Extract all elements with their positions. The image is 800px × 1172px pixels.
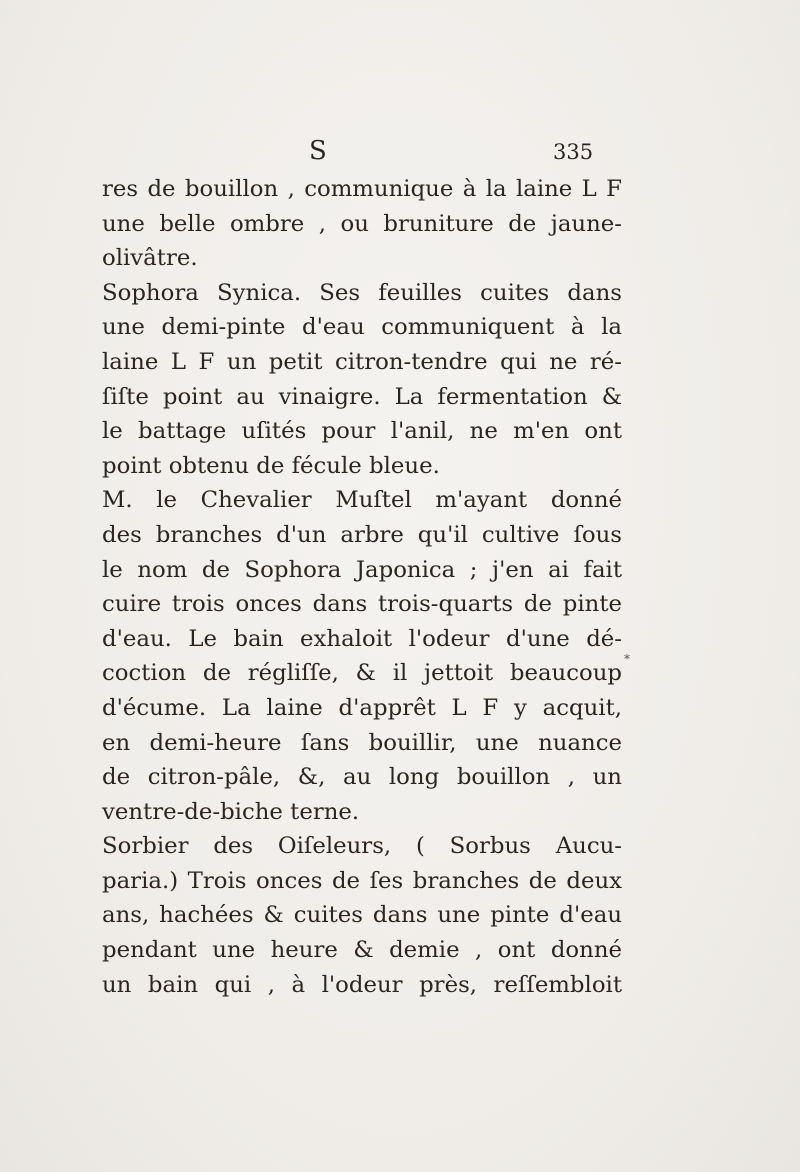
text-line: laine L F un petit citron-tendre qui ne ré- [102,348,622,375]
text-line: ventre-de-biche terne. [102,798,360,825]
text-line: ans, hachées & cuites dans une pinte d'eau [102,902,622,929]
text-line: pendant une heure & demie , ont donné [102,937,622,964]
text-line: ſiſte point au vinaigre. La fermentation & [102,383,622,410]
text-line: d'écume. La laine d'apprêt L F y acquit, [102,694,622,721]
text-line: Sophora Synica. Ses feuilles cuites dans [102,279,622,306]
text-line: des branches d'un arbre qu'il cultive ſous [102,521,622,548]
text-line: le nom de Sophora Japonica ; j'en ai fait [102,556,622,583]
text-line: res de bouillon , communique à la laine L F [102,176,622,202]
text-line: une belle ombre , ou bruniture de jaune- [102,210,622,237]
text-line: M. le Chevalier Muſtel m'ayant donné [102,487,622,514]
text-line: olivâtre. [102,245,198,272]
text-line: point obtenu de fécule bleue. [102,452,440,479]
page-header [0,136,800,176]
text-line: un bain qui , à l'odeur près, reſſembloit [102,971,622,998]
text-line: Sorbier des Oiſeleurs, ( Sorbus Aucu- [102,833,622,860]
body-text [102,172,622,1002]
text-line: coction de régliſſe, & il jettoit beaucoup [102,660,622,687]
text-line: en demi-heure ſans bouillir, une nuance [102,729,622,756]
text-line: le battage uſités pour l'anil, ne m'en ont [102,418,622,445]
text-line: de citron-pâle, &, au long bouillon , un [102,764,622,791]
text-line: paria.) Trois onces de ſes branches de deux [102,867,622,894]
text-line: d'eau. Le bain exhaloit l'odeur d'une dé- [102,625,622,652]
text-line: une demi-pinte d'eau communiquent à la [102,314,622,341]
text-line: cuire trois onces dans trois-quarts de pinte [102,591,622,618]
margin-asterisk: * [624,652,630,666]
page-number: 335 [553,140,594,164]
signature-mark: S [309,136,328,166]
